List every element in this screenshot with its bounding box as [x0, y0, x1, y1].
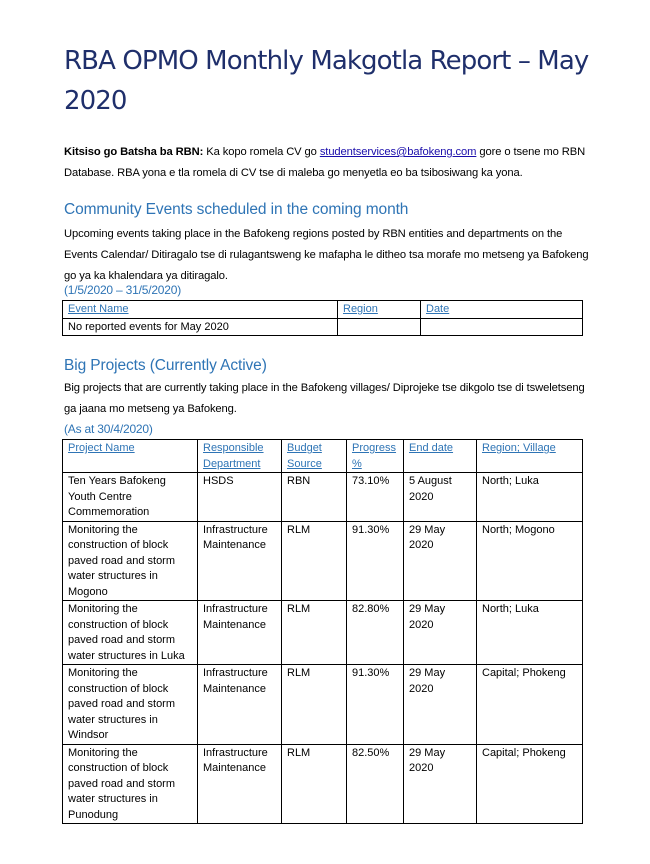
budget-source-cell: RLM: [282, 601, 347, 665]
events-table-header: [63, 301, 583, 319]
region-village-cell: North; Luka: [477, 601, 583, 665]
column-header-date: Date: [421, 301, 583, 319]
column-header-end-date: End date: [404, 440, 477, 473]
progress-cell: 82.50%: [347, 744, 404, 824]
projects-table: [62, 439, 583, 824]
column-header-region-village: Region; Village: [477, 440, 583, 473]
projects-table-header: [63, 440, 583, 473]
events-heading: Community Events scheduled in the coming month: [64, 201, 409, 218]
intro-paragraph: [64, 142, 594, 184]
column-header-budget-source: Budget Source: [282, 440, 347, 473]
progress-cell: 82.80%: [347, 601, 404, 665]
intro-label: Kitsiso go Batsha ba RBN:: [64, 146, 204, 158]
department-cell: Infrastructure Maintenance: [198, 601, 282, 665]
projects-heading: Big Projects (Currently Active): [64, 357, 267, 374]
events-description: Upcoming events taking place in the Bafokeng regions posted by RBN entities and departments on the Events Calendar/ Ditiragalo tse di rulagantsweng ke mafapha le ditheo tsa morafe mo metseng ya Bafokeng go ya ka khalendara ya ditiragalo.: [64, 228, 589, 282]
region-village-cell: North; Mogono: [477, 521, 583, 601]
table-row: [63, 521, 583, 601]
region-village-cell: Capital; Phokeng: [477, 665, 583, 745]
project-name-cell: Monitoring the construction of block paved road and storm water structures in Punodung: [63, 744, 198, 824]
events-table: [62, 300, 583, 336]
project-name-cell: Monitoring the construction of block paved road and storm water structures in Luka: [63, 601, 198, 665]
event-name-cell: No reported events for May 2020: [63, 318, 338, 336]
end-date-cell: 29 May 2020: [404, 521, 477, 601]
end-date-cell: 29 May 2020: [404, 601, 477, 665]
page-title: RBA OPMO Monthly Makgotla Report – May 2020: [64, 46, 589, 116]
column-header-project-name: Project Name: [63, 440, 198, 473]
project-name-cell: Ten Years Bafokeng Youth Centre Commemoration: [63, 473, 198, 522]
column-header-region: Region: [338, 301, 421, 319]
student-services-email-link[interactable]: studentservices@bafokeng.com: [319, 146, 477, 158]
table-row: [63, 601, 583, 665]
column-header-responsible-department: Responsible Department: [198, 440, 282, 473]
department-cell: Infrastructure Maintenance: [198, 744, 282, 824]
projects-as-at-date: (As at 30/4/2020): [64, 422, 153, 436]
progress-cell: 73.10%: [347, 473, 404, 522]
intro-text-before-link: Ka kopo romela CV go: [203, 146, 320, 158]
intro-text-after-link: gore o tsene mo RBN Database. RBA yona e tla romela di CV tse di maleba go menyetla eo ba tsibosiwang ka yona.: [64, 146, 586, 179]
region-village-cell: Capital; Phokeng: [477, 744, 583, 824]
table-row: [63, 318, 583, 336]
table-row: [63, 744, 583, 824]
end-date-cell: 29 May 2020: [404, 665, 477, 745]
project-name-cell: Monitoring the construction of block paved road and storm water structures in Mogono: [63, 521, 198, 601]
budget-source-cell: RBN: [282, 473, 347, 522]
progress-cell: 91.30%: [347, 665, 404, 745]
event-date-cell: [421, 318, 583, 336]
budget-source-cell: RLM: [282, 665, 347, 745]
budget-source-cell: RLM: [282, 521, 347, 601]
table-row: [63, 665, 583, 745]
end-date-cell: 29 May 2020: [404, 744, 477, 824]
department-cell: HSDS: [198, 473, 282, 522]
budget-source-cell: RLM: [282, 744, 347, 824]
table-row: [63, 473, 583, 522]
projects-description: Big projects that are currently taking place in the Bafokeng villages/ Diprojeke tse dikgolo tse di tsweletseng ga jaana mo metseng ya Bafokeng.: [64, 382, 585, 415]
event-region-cell: [338, 318, 421, 336]
department-cell: Infrastructure Maintenance: [198, 665, 282, 745]
department-cell: Infrastructure Maintenance: [198, 521, 282, 601]
events-date-range: (1/5/2020 – 31/5/2020): [64, 283, 182, 297]
column-header-event-name: Event Name: [63, 301, 338, 319]
region-village-cell: North; Luka: [477, 473, 583, 522]
progress-cell: 91.30%: [347, 521, 404, 601]
end-date-cell: 5 August 2020: [404, 473, 477, 522]
project-name-cell: Monitoring the construction of block paved road and storm water structures in Windsor: [63, 665, 198, 745]
column-header-progress: Progress %: [347, 440, 404, 473]
